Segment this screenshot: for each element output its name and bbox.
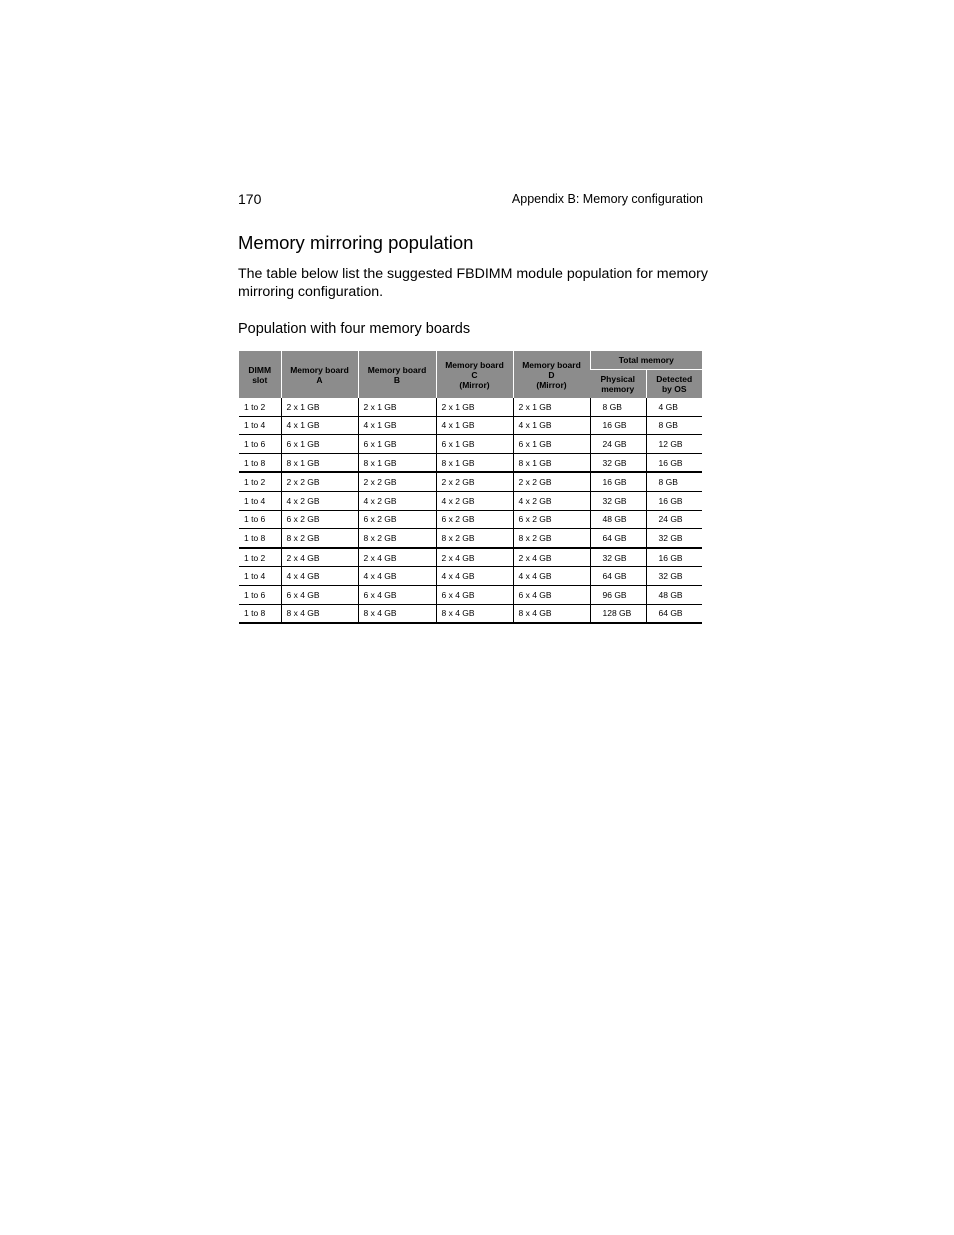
cell-board-a: 4 x 2 GB <box>281 491 358 510</box>
cell-dimm-slot: 1 to 6 <box>239 510 281 529</box>
cell-board-b: 4 x 4 GB <box>358 567 436 586</box>
cell-physical-memory: 32 GB <box>590 453 646 472</box>
cell-board-a: 6 x 2 GB <box>281 510 358 529</box>
cell-dimm-slot: 1 to 8 <box>239 604 281 623</box>
cell-board-d: 2 x 1 GB <box>513 398 590 416</box>
cell-board-c: 4 x 2 GB <box>436 491 513 510</box>
header-total-memory: Total memory <box>590 351 702 370</box>
cell-detected-by-os: 8 GB <box>646 472 702 491</box>
header-dimm-slot <box>239 351 281 398</box>
cell-detected-by-os: 4 GB <box>646 398 702 416</box>
cell-board-d: 8 x 4 GB <box>513 604 590 623</box>
cell-dimm-slot: 1 to 2 <box>239 472 281 491</box>
cell-detected-by-os: 32 GB <box>646 567 702 586</box>
cell-dimm-slot: 1 to 6 <box>239 435 281 454</box>
table-row <box>239 548 702 567</box>
table-row <box>239 491 702 510</box>
table-row <box>239 529 702 548</box>
cell-board-c: 8 x 2 GB <box>436 529 513 548</box>
cell-detected-by-os: 32 GB <box>646 529 702 548</box>
header-board-a-label: Memory board A <box>290 364 349 385</box>
cell-detected-by-os: 64 GB <box>646 604 702 623</box>
table-row <box>239 435 702 454</box>
cell-board-b: 2 x 1 GB <box>358 398 436 416</box>
cell-board-d: 4 x 4 GB <box>513 567 590 586</box>
cell-board-a: 2 x 2 GB <box>281 472 358 491</box>
cell-dimm-slot: 1 to 2 <box>239 398 281 416</box>
cell-board-a: 4 x 4 GB <box>281 567 358 586</box>
cell-board-b: 4 x 1 GB <box>358 416 436 435</box>
cell-physical-memory: 64 GB <box>590 529 646 548</box>
cell-physical-memory: 48 GB <box>590 510 646 529</box>
cell-dimm-slot: 1 to 6 <box>239 585 281 604</box>
running-header: Appendix B: Memory configuration <box>511 192 703 206</box>
header-detected-by-os-label: Detected by OS <box>656 374 693 394</box>
cell-physical-memory: 32 GB <box>590 491 646 510</box>
header-board-d <box>513 351 590 398</box>
table-row <box>239 472 702 491</box>
memory-population-table <box>239 351 702 624</box>
cell-board-b: 6 x 4 GB <box>358 585 436 604</box>
section-title: Memory mirroring population <box>238 232 474 253</box>
header-board-d-label: Memory board D (Mirror) <box>522 359 581 390</box>
cell-board-d: 2 x 4 GB <box>513 548 590 567</box>
table-row <box>239 604 702 623</box>
cell-physical-memory: 64 GB <box>590 567 646 586</box>
cell-board-a: 2 x 4 GB <box>281 548 358 567</box>
cell-physical-memory: 96 GB <box>590 585 646 604</box>
cell-board-b: 8 x 2 GB <box>358 529 436 548</box>
cell-board-c: 6 x 1 GB <box>436 435 513 454</box>
header-board-b <box>358 351 436 398</box>
cell-board-d: 6 x 2 GB <box>513 510 590 529</box>
cell-physical-memory: 16 GB <box>590 472 646 491</box>
table-row <box>239 510 702 529</box>
header-board-b-label: Memory board B <box>367 364 427 385</box>
table-row <box>239 585 702 604</box>
cell-board-b: 2 x 2 GB <box>358 472 436 491</box>
cell-board-a: 6 x 1 GB <box>281 435 358 454</box>
cell-dimm-slot: 1 to 4 <box>239 491 281 510</box>
cell-board-d: 8 x 1 GB <box>513 453 590 472</box>
header-physical-memory <box>590 370 646 399</box>
cell-board-a: 8 x 1 GB <box>281 453 358 472</box>
cell-detected-by-os: 16 GB <box>646 453 702 472</box>
cell-board-c: 4 x 1 GB <box>436 416 513 435</box>
cell-physical-memory: 24 GB <box>590 435 646 454</box>
cell-board-a: 2 x 1 GB <box>281 398 358 416</box>
header-board-a <box>281 351 358 398</box>
cell-dimm-slot: 1 to 8 <box>239 529 281 548</box>
table-row <box>239 398 702 416</box>
cell-dimm-slot: 1 to 8 <box>239 453 281 472</box>
cell-board-c: 2 x 4 GB <box>436 548 513 567</box>
cell-board-a: 8 x 2 GB <box>281 529 358 548</box>
cell-board-c: 2 x 1 GB <box>436 398 513 416</box>
cell-board-d: 2 x 2 GB <box>513 472 590 491</box>
table-row <box>239 567 702 586</box>
cell-board-b: 6 x 1 GB <box>358 435 436 454</box>
table-caption: Population with four memory boards <box>238 321 471 337</box>
cell-physical-memory: 32 GB <box>590 548 646 567</box>
cell-board-d: 4 x 1 GB <box>513 416 590 435</box>
cell-board-b: 6 x 2 GB <box>358 510 436 529</box>
cell-board-a: 8 x 4 GB <box>281 604 358 623</box>
intro-paragraph: The table below list the suggested FBDIMM module population for memory mirroring configuration. <box>238 266 708 300</box>
cell-detected-by-os: 48 GB <box>646 585 702 604</box>
cell-board-b: 2 x 4 GB <box>358 548 436 567</box>
cell-board-d: 8 x 2 GB <box>513 529 590 548</box>
cell-board-d: 6 x 4 GB <box>513 585 590 604</box>
cell-physical-memory: 8 GB <box>590 398 646 416</box>
cell-detected-by-os: 8 GB <box>646 416 702 435</box>
table-row <box>239 453 702 472</box>
table-body <box>239 398 702 623</box>
page-number: 170 <box>238 191 262 207</box>
cell-board-b: 8 x 1 GB <box>358 453 436 472</box>
cell-physical-memory: 128 GB <box>590 604 646 623</box>
cell-detected-by-os: 12 GB <box>646 435 702 454</box>
cell-board-c: 4 x 4 GB <box>436 567 513 586</box>
cell-detected-by-os: 16 GB <box>646 548 702 567</box>
cell-board-b: 4 x 2 GB <box>358 491 436 510</box>
header-dimm-slot-label: DIMM slot <box>248 364 272 385</box>
cell-detected-by-os: 16 GB <box>646 491 702 510</box>
header-physical-memory-label: Physical memory <box>600 374 635 394</box>
cell-board-c: 2 x 2 GB <box>436 472 513 491</box>
cell-board-b: 8 x 4 GB <box>358 604 436 623</box>
cell-board-c: 8 x 1 GB <box>436 453 513 472</box>
cell-board-c: 8 x 4 GB <box>436 604 513 623</box>
header-detected-by-os <box>646 370 702 399</box>
cell-dimm-slot: 1 to 2 <box>239 548 281 567</box>
cell-board-d: 4 x 2 GB <box>513 491 590 510</box>
cell-board-d: 6 x 1 GB <box>513 435 590 454</box>
table-row <box>239 416 702 435</box>
cell-physical-memory: 16 GB <box>590 416 646 435</box>
cell-board-a: 6 x 4 GB <box>281 585 358 604</box>
cell-board-c: 6 x 4 GB <box>436 585 513 604</box>
cell-dimm-slot: 1 to 4 <box>239 567 281 586</box>
cell-board-a: 4 x 1 GB <box>281 416 358 435</box>
header-board-c <box>436 351 513 398</box>
cell-dimm-slot: 1 to 4 <box>239 416 281 435</box>
cell-detected-by-os: 24 GB <box>646 510 702 529</box>
header-board-c-label: Memory board C (Mirror) <box>445 359 504 390</box>
cell-board-c: 6 x 2 GB <box>436 510 513 529</box>
